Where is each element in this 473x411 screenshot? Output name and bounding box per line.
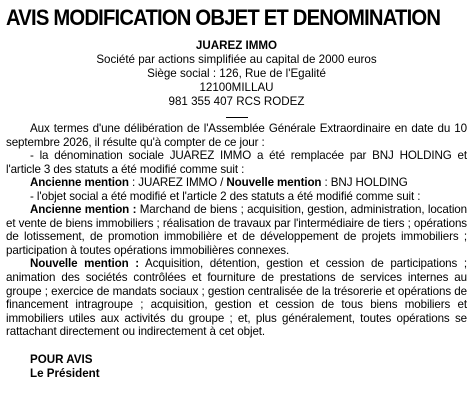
- paragraph-object: - l'objet social a été modifié et l'article 2 des statuts a été modifié comme suit :: [30, 189, 421, 203]
- paragraph-denomination: - la dénomination sociale JUAREZ IMMO a été remplacée par BNJ HOLDING et l'article 3 des statuts a été modifié comme suit :: [6, 149, 467, 176]
- new-mention-value: : BNJ HOLDING: [321, 176, 408, 190]
- paragraph-denomination-mentions: [6, 176, 467, 190]
- company-city: 12100MILLAU: [199, 81, 274, 94]
- new-object-label: Nouvelle mention :: [30, 257, 139, 271]
- separator-line: [226, 117, 248, 118]
- paragraph-deliberation: Aux termes d'une délibération de l'Assemblée Générale Extraordinaire en date du 10 septembre 2026, il résulte qu'à compter de ce jour :: [6, 122, 467, 149]
- signature-line-1: POUR AVIS: [30, 352, 93, 366]
- signature-line-2: Le Président: [30, 366, 100, 380]
- old-mention-label: Ancienne mention: [30, 176, 129, 190]
- company-name: JUAREZ IMMO: [195, 39, 278, 52]
- notice-body: [6, 122, 467, 339]
- notice-title: AVIS MODIFICATION OBJET ET DENOMINATION: [6, 5, 441, 30]
- old-object-label: Ancienne mention :: [30, 203, 137, 217]
- company-header: [6, 39, 467, 109]
- old-object-text: Marchand de biens ; acquisition, gestion, administration, location et vente de biens immobiliers ; réalisation de travaux par l'intermédiaire de tiers ; opérations de lotissement, de promotion immobilière et de développement de projets immobiliers ; participation à toutes opérations immobilières connexes.: [6, 203, 468, 257]
- new-mention-label: Nouvelle mention: [226, 176, 322, 190]
- old-mention-value: : JUAREZ IMMO /: [128, 176, 227, 190]
- signature-block: [6, 353, 467, 381]
- company-form: Société par actions simplifiée au capital de 2000 euros: [96, 53, 377, 66]
- company-rcs: 981 355 407 RCS RODEZ: [168, 95, 305, 108]
- paragraph-new-object: [6, 257, 467, 338]
- company-seat: Siège social : 126, Rue de l'Egalité: [147, 67, 326, 80]
- paragraph-old-object: [6, 203, 467, 257]
- new-object-text: Acquisition, détention, gestion et cession de participations ; animation des sociétés contrôlées et fourniture de prestations de services internes au groupe ; exercice de mandats sociaux ; gestion centralisée de la trésorerie et opérations de financement intragroupe ; acquisition, gestion et cession de tous biens mobiliers et immobiliers utiles aux activités du groupe ; et, plus généralement, toutes opérations se rattachant directement ou indirectement à cet objet.: [6, 257, 467, 339]
